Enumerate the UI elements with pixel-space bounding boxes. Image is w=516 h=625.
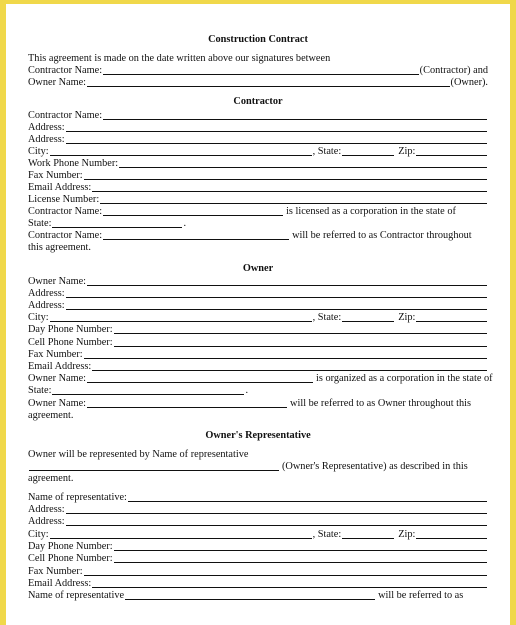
owner-city-label: City: (28, 312, 49, 323)
contractor-corp-text: is licensed as a corporation in the state of (286, 206, 456, 217)
owner-ref-end: agreement. (28, 410, 74, 421)
contractor-heading: Contractor (233, 96, 283, 107)
owner-corp-name-field[interactable] (87, 373, 313, 383)
rep-email-label: Email Address: (28, 578, 92, 589)
owner-corp-name-label: Owner Name: (28, 373, 87, 384)
owner-state-label: , State: (312, 312, 342, 323)
contractor-corp-name-field[interactable] (103, 206, 283, 216)
contractor-work-phone-label: Work Phone Number: (28, 158, 119, 169)
contractor-fax-label: Fax Number: (28, 170, 83, 181)
rep-cell-phone-field[interactable] (114, 553, 487, 563)
rep-day-phone-field[interactable] (114, 541, 487, 551)
contractor-license-field[interactable] (100, 194, 487, 204)
owner-address-field-2[interactable] (66, 300, 487, 310)
contractor-corp-state-end: . (183, 218, 187, 229)
intro-owner-line (28, 76, 488, 89)
owner-corp-state-field[interactable] (52, 385, 244, 395)
owner-zip-field[interactable] (416, 312, 487, 322)
rep-ref-name-field[interactable] (125, 590, 375, 600)
owner-ref-text: will be referred to as Owner throughout this (290, 398, 472, 409)
rep-day-phone-label: Day Phone Number: (28, 541, 113, 552)
document-title: Construction Contract (208, 34, 308, 45)
rep-state-field[interactable] (342, 529, 394, 539)
contractor-license-label: License Number: (28, 194, 100, 205)
owner-fax-label: Fax Number: (28, 349, 83, 360)
contract-page (6, 4, 510, 625)
rep-state-label: , State: (312, 529, 342, 540)
contractor-ref-name-label: Contractor Name: (28, 230, 103, 241)
contractor-state-field[interactable] (342, 146, 394, 156)
rep-zip-field[interactable] (416, 529, 487, 539)
contractor-name-label: Contractor Name: (28, 110, 103, 121)
rep-email-field[interactable] (92, 578, 487, 588)
owner-heading: Owner (242, 263, 274, 274)
intro-contractor-suffix: (Contractor) and (419, 65, 488, 76)
owner-ref-end-line (28, 409, 488, 422)
contractor-address-field-1[interactable] (66, 122, 487, 132)
owner-name-field[interactable] (87, 276, 487, 286)
owner-day-phone-label: Day Phone Number: (28, 324, 113, 335)
owner-corp-state-label: State: (28, 385, 52, 396)
contractor-city-label: City: (28, 146, 49, 157)
owner-address-label-2: Address: (28, 300, 65, 311)
intro-contractor-name-field[interactable] (103, 65, 419, 75)
rep-address-label-1: Address: (28, 504, 65, 515)
owner-cell-phone-label: Cell Phone Number: (28, 337, 113, 348)
rep-intro-name-field[interactable] (29, 461, 279, 471)
rep-intro-text: Owner will be represented by Name of representative (28, 449, 249, 460)
owner-state-field[interactable] (342, 312, 394, 322)
rep-heading: Owner's Representative (205, 430, 311, 441)
rep-ref-name-label: Name of representative (28, 590, 125, 601)
intro-text: This agreement is made on the date written above our signatures between (28, 53, 331, 64)
contractor-work-phone-field[interactable] (119, 158, 487, 168)
contractor-ref-text: will be referred to as Contractor throughout (292, 230, 472, 241)
contractor-zip-field[interactable] (416, 146, 487, 156)
intro-contractor-label: Contractor Name: (28, 65, 103, 76)
owner-address-label-1: Address: (28, 288, 65, 299)
contractor-email-label: Email Address: (28, 182, 92, 193)
contractor-corp-name-label: Contractor Name: (28, 206, 103, 217)
rep-address-label-2: Address: (28, 516, 65, 527)
owner-fax-field[interactable] (84, 349, 487, 359)
rep-name-field[interactable] (128, 492, 487, 502)
owner-cell-phone-field[interactable] (114, 337, 487, 347)
owner-ref-name-field[interactable] (87, 398, 287, 408)
rep-city-label: City: (28, 529, 49, 540)
owner-name-label: Owner Name: (28, 276, 87, 287)
rep-cell-phone-label: Cell Phone Number: (28, 553, 113, 564)
owner-day-phone-field[interactable] (114, 324, 487, 334)
rep-intro-suffix: (Owner's Representative) as described in this (282, 461, 468, 472)
rep-intro-end: agreement. (28, 473, 74, 484)
intro-owner-suffix: (Owner). (450, 77, 488, 88)
owner-email-label: Email Address: (28, 361, 92, 372)
contractor-zip-label: Zip: (398, 146, 416, 157)
contractor-fax-field[interactable] (84, 170, 487, 180)
contractor-state-label: , State: (312, 146, 342, 157)
rep-zip-label: Zip: (398, 529, 416, 540)
contractor-corp-state-label: State: (28, 218, 52, 229)
intro-owner-label: Owner Name: (28, 77, 87, 88)
rep-address-line-2 (28, 515, 488, 528)
owner-email-field[interactable] (92, 361, 487, 371)
rep-ref-text: will be referred to as (378, 590, 464, 601)
owner-ref-name-label: Owner Name: (28, 398, 87, 409)
owner-zip-label: Zip: (398, 312, 416, 323)
contractor-ref-name-field[interactable] (103, 230, 289, 240)
rep-fax-label: Fax Number: (28, 566, 83, 577)
rep-ref-line (28, 589, 488, 602)
intro-owner-name-field[interactable] (87, 77, 450, 87)
owner-corp-state-end: . (245, 385, 249, 396)
contractor-ref-end-line (28, 241, 488, 254)
contractor-name-field[interactable] (103, 110, 487, 120)
owner-corp-state-line (28, 384, 488, 397)
contractor-address-field-2[interactable] (66, 134, 487, 144)
rep-name-label: Name of representative: (28, 492, 127, 503)
owner-corp-text: is organized as a corporation in the state of (316, 373, 493, 384)
rep-address-field-1[interactable] (66, 504, 487, 514)
owner-address-field-1[interactable] (66, 288, 487, 298)
owner-city-field[interactable] (50, 312, 312, 322)
contractor-address-label-1: Address: (28, 122, 65, 133)
contractor-corp-state-field[interactable] (52, 218, 182, 228)
contractor-email-field[interactable] (92, 182, 487, 192)
owner-day-phone-line (28, 323, 488, 336)
contractor-ref-end: this agreement. (28, 242, 91, 253)
rep-cell-phone-line (28, 552, 488, 565)
rep-city-field[interactable] (50, 529, 312, 539)
contractor-address-label-2: Address: (28, 134, 65, 145)
contractor-city-field[interactable] (50, 146, 312, 156)
rep-address-field-2[interactable] (66, 516, 487, 526)
rep-fax-field[interactable] (84, 566, 487, 576)
rep-intro-end-line (28, 472, 488, 485)
